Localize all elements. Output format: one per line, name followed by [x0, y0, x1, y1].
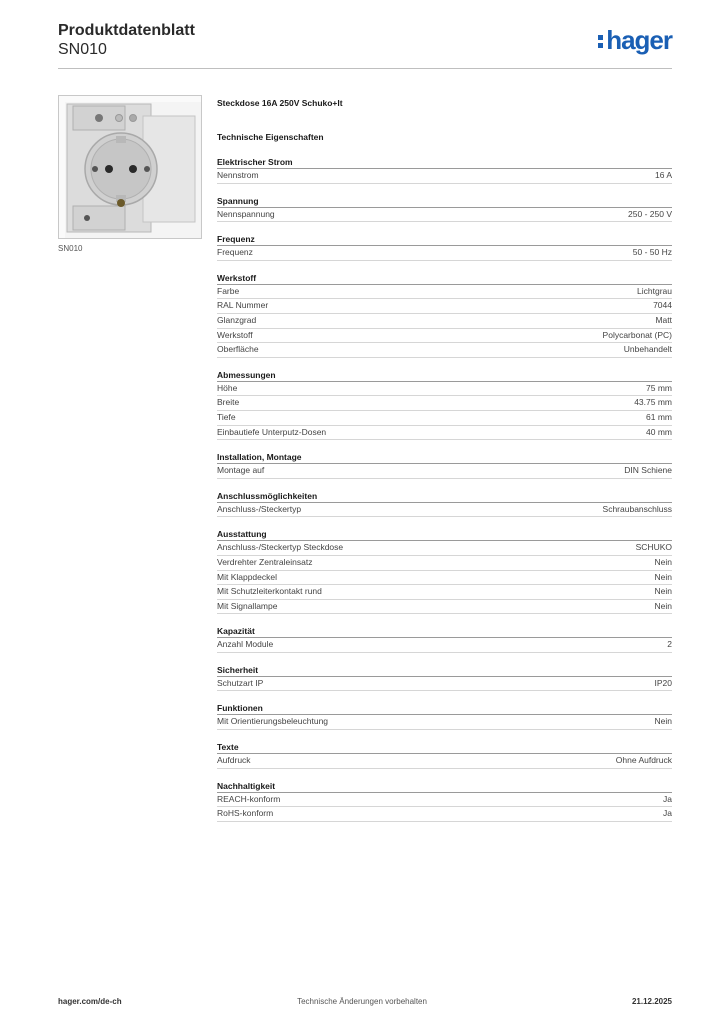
- spec-value: 16 A: [654, 170, 672, 180]
- spec-value: Ja: [663, 808, 672, 819]
- section-title: Elektrischer Strom: [217, 156, 672, 169]
- spec-value: Unbehandelt: [623, 344, 672, 355]
- spec-label: Glanzgrad: [217, 314, 257, 325]
- section-title: Ausstattung: [217, 528, 672, 541]
- spec-row: [217, 169, 672, 184]
- section-title: Kapazität: [217, 625, 672, 638]
- spec-value: 2: [667, 639, 672, 650]
- spec-row: [217, 426, 672, 441]
- image-caption: SN010: [58, 244, 83, 253]
- spec-section: [217, 702, 672, 730]
- spec-label: Anschluss-/Steckertyp: [217, 503, 302, 514]
- spec-label: Nennspannung: [217, 208, 275, 219]
- spec-label: RAL Nummer: [217, 300, 269, 311]
- spec-label: RoHS-konform: [217, 808, 274, 819]
- spec-sections: [217, 156, 672, 822]
- spec-value: Polycarbonat (PC): [602, 329, 672, 340]
- spec-section: [217, 369, 672, 440]
- spec-section: [217, 780, 672, 822]
- spec-row: [217, 541, 672, 556]
- spec-section: [217, 490, 672, 518]
- schuko-socket-icon: [59, 96, 201, 238]
- spec-value: Nein: [654, 716, 672, 727]
- spec-label: Einbautiefe Unterputz-Dosen: [217, 426, 327, 437]
- spec-value: Schraubanschluss: [602, 503, 672, 514]
- spec-label: Höhe: [217, 382, 238, 393]
- spec-row: [217, 807, 672, 822]
- spec-value: 250 - 250 V: [628, 208, 672, 219]
- spec-section: [217, 451, 672, 479]
- section-title: Sicherheit: [217, 664, 672, 677]
- spec-row: [217, 556, 672, 571]
- section-title: Nachhaltigkeit: [217, 780, 672, 793]
- schuko-socket-module-image: [58, 95, 202, 239]
- spec-row: [217, 285, 672, 300]
- section-title: Spannung: [217, 195, 672, 208]
- spec-value: 7044: [653, 300, 672, 311]
- spec-row: [217, 571, 672, 586]
- spec-row: [217, 464, 672, 479]
- spec-row: [217, 585, 672, 600]
- document-title: Produktdatenblatt: [58, 22, 195, 39]
- section-title: Installation, Montage: [217, 451, 672, 464]
- spec-value: 50 - 50 Hz: [632, 247, 672, 258]
- section-title: Frequenz: [217, 233, 672, 246]
- spec-label: Anschluss-/Steckertyp Steckdose: [217, 542, 344, 553]
- spec-row: [217, 600, 672, 615]
- section-title: Texte: [217, 741, 672, 754]
- spec-value: Nein: [654, 600, 672, 611]
- spec-row: [217, 638, 672, 653]
- section-title: Abmessungen: [217, 369, 672, 382]
- spec-row: [217, 299, 672, 314]
- spec-label: Mit Schutzleiterkontakt rund: [217, 586, 322, 597]
- spec-value: SCHUKO: [635, 542, 672, 553]
- logo-colon-icon: [598, 31, 603, 49]
- spec-section: [217, 625, 672, 653]
- spec-label: Frequenz: [217, 247, 253, 258]
- footer-website: hager.com/de-ch: [58, 997, 122, 1006]
- spec-value: Matt: [655, 314, 672, 325]
- spec-section: [217, 664, 672, 692]
- spec-section: [217, 195, 672, 223]
- spec-section: [217, 233, 672, 261]
- spec-section: [217, 272, 672, 358]
- spec-value: Nein: [654, 556, 672, 567]
- spec-row: [217, 411, 672, 426]
- spec-label: Montage auf: [217, 465, 265, 476]
- product-code: SN010: [58, 41, 107, 58]
- page-header: [58, 20, 672, 68]
- spec-value: DIN Schiene: [624, 465, 672, 476]
- spec-section: [217, 156, 672, 184]
- spec-row: [217, 503, 672, 518]
- spec-value: IP20: [654, 677, 672, 688]
- spec-row: [217, 246, 672, 261]
- product-name: Steckdose 16A 250V Schuko+lt: [217, 98, 343, 108]
- spec-content: [217, 96, 672, 822]
- spec-value: 75 mm: [646, 382, 672, 393]
- spec-row: [217, 396, 672, 411]
- spec-label: Farbe: [217, 285, 240, 296]
- spec-value: Lichtgrau: [637, 285, 672, 296]
- spec-label: Schutzart IP: [217, 677, 264, 688]
- spec-value: 61 mm: [646, 411, 672, 422]
- main-section-title: Technische Eigenschaften: [217, 132, 324, 142]
- spec-value: Nein: [654, 586, 672, 597]
- footer-disclaimer: Technische Änderungen vorbehalten: [297, 997, 427, 1006]
- spec-row: [217, 677, 672, 692]
- spec-section: [217, 741, 672, 769]
- spec-section: [217, 528, 672, 614]
- section-title: Funktionen: [217, 702, 672, 715]
- spec-row: [217, 382, 672, 397]
- header-divider: [58, 68, 672, 69]
- spec-label: Tiefe: [217, 411, 236, 422]
- spec-row: [217, 793, 672, 808]
- spec-value: Ja: [663, 793, 672, 804]
- spec-value: Ohne Aufdruck: [615, 755, 672, 766]
- spec-label: Nennstrom: [217, 170, 259, 180]
- spec-label: REACH-konform: [217, 793, 281, 804]
- spec-label: Breite: [217, 397, 240, 408]
- logo-text: hager: [606, 25, 672, 55]
- spec-label: Oberfläche: [217, 344, 259, 355]
- spec-value: Nein: [654, 571, 672, 582]
- spec-label: Mit Signallampe: [217, 600, 278, 611]
- spec-label: Werkstoff: [217, 329, 253, 340]
- spec-row: [217, 208, 672, 223]
- spec-row: [217, 715, 672, 730]
- spec-label: Mit Orientierungsbeleuchtung: [217, 716, 329, 727]
- spec-row: [217, 343, 672, 358]
- spec-label: Mit Klappdeckel: [217, 571, 278, 582]
- spec-label: Verdrehter Zentraleinsatz: [217, 556, 313, 567]
- spec-row: [217, 329, 672, 344]
- spec-value: 40 mm: [646, 426, 672, 437]
- section-title: Anschlussmöglichkeiten: [217, 490, 672, 503]
- section-title: Werkstoff: [217, 272, 672, 285]
- spec-value: 43.75 mm: [634, 397, 672, 408]
- spec-row: [217, 754, 672, 769]
- footer-date: 21.12.2025: [631, 997, 672, 1006]
- spec-row: [217, 314, 672, 329]
- spec-label: Aufdruck: [217, 755, 251, 766]
- spec-label: Anzahl Module: [217, 639, 274, 650]
- hager-logo: [598, 26, 672, 54]
